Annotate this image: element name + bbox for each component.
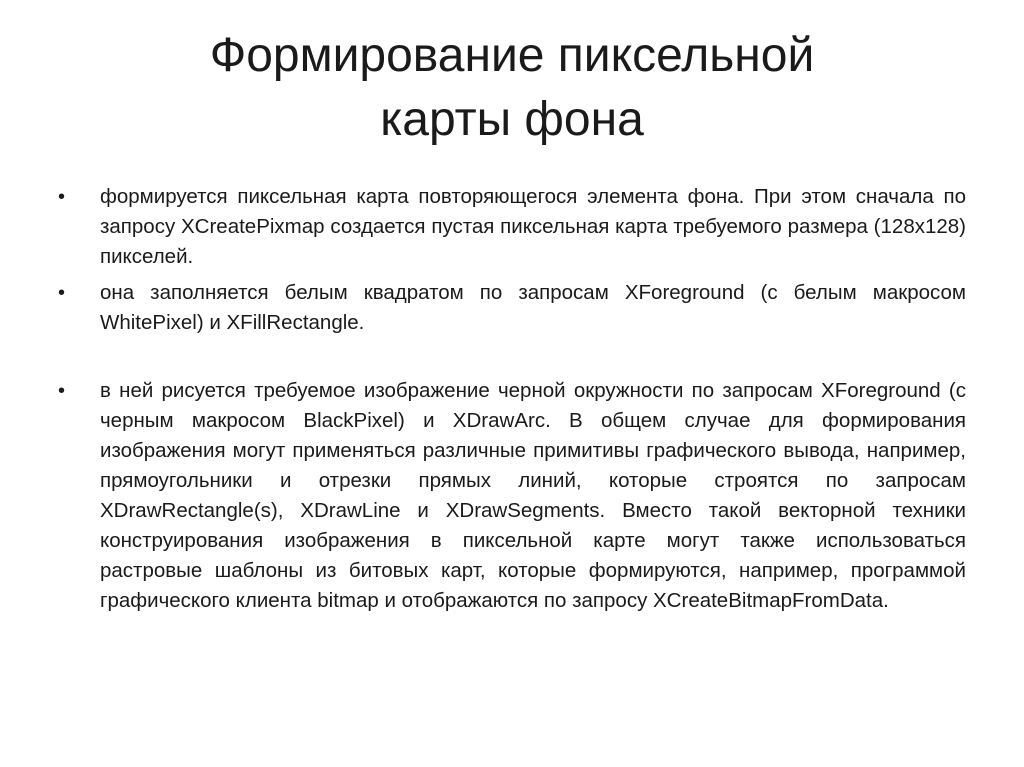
slide-title-line-1: Формирование пиксельной [209, 29, 815, 82]
bullet-list [56, 182, 966, 616]
bullet-item [56, 376, 966, 616]
bullet-icon: • [58, 186, 66, 208]
slide-title [60, 24, 964, 152]
slide-title-line-2: карты фона [380, 93, 644, 146]
bullet-item [56, 182, 966, 272]
bullet-text: она заполняется белым квадратом по запросам XForeground (с белым макросом WhitePixel) и XFillRectangle. [100, 281, 966, 334]
bullet-icon: • [58, 380, 66, 402]
bullet-text: в ней рисуется требуемое изображение черной окружности по запросам XForeground (с черным макросом BlackPixel) и XDrawArc. В общем случае для формирования изображения могут применяться различные примитивы графического вывода, например, прямоугольники и отрезки прямых линий, которые строятся по запросам XDrawRectangle(s), XDrawLine и XDrawSegments. Вместо такой векторной техники конструирования изображения в пиксельной карте могут также использоваться растровые шаблоны из битовых карт, которые формируются, например, программой графического клиента bitmap и отображаются по запросу XCreateBitmapFromData. [100, 379, 966, 612]
bullet-icon: • [58, 282, 66, 304]
bullet-item [56, 278, 966, 338]
bullet-text: формируется пиксельная карта повторяющегося элемента фона. При этом сначала по запросу XCreatePixmap создается пустая пиксельная карта требуемого размера (128x128) пикселей. [100, 185, 966, 268]
